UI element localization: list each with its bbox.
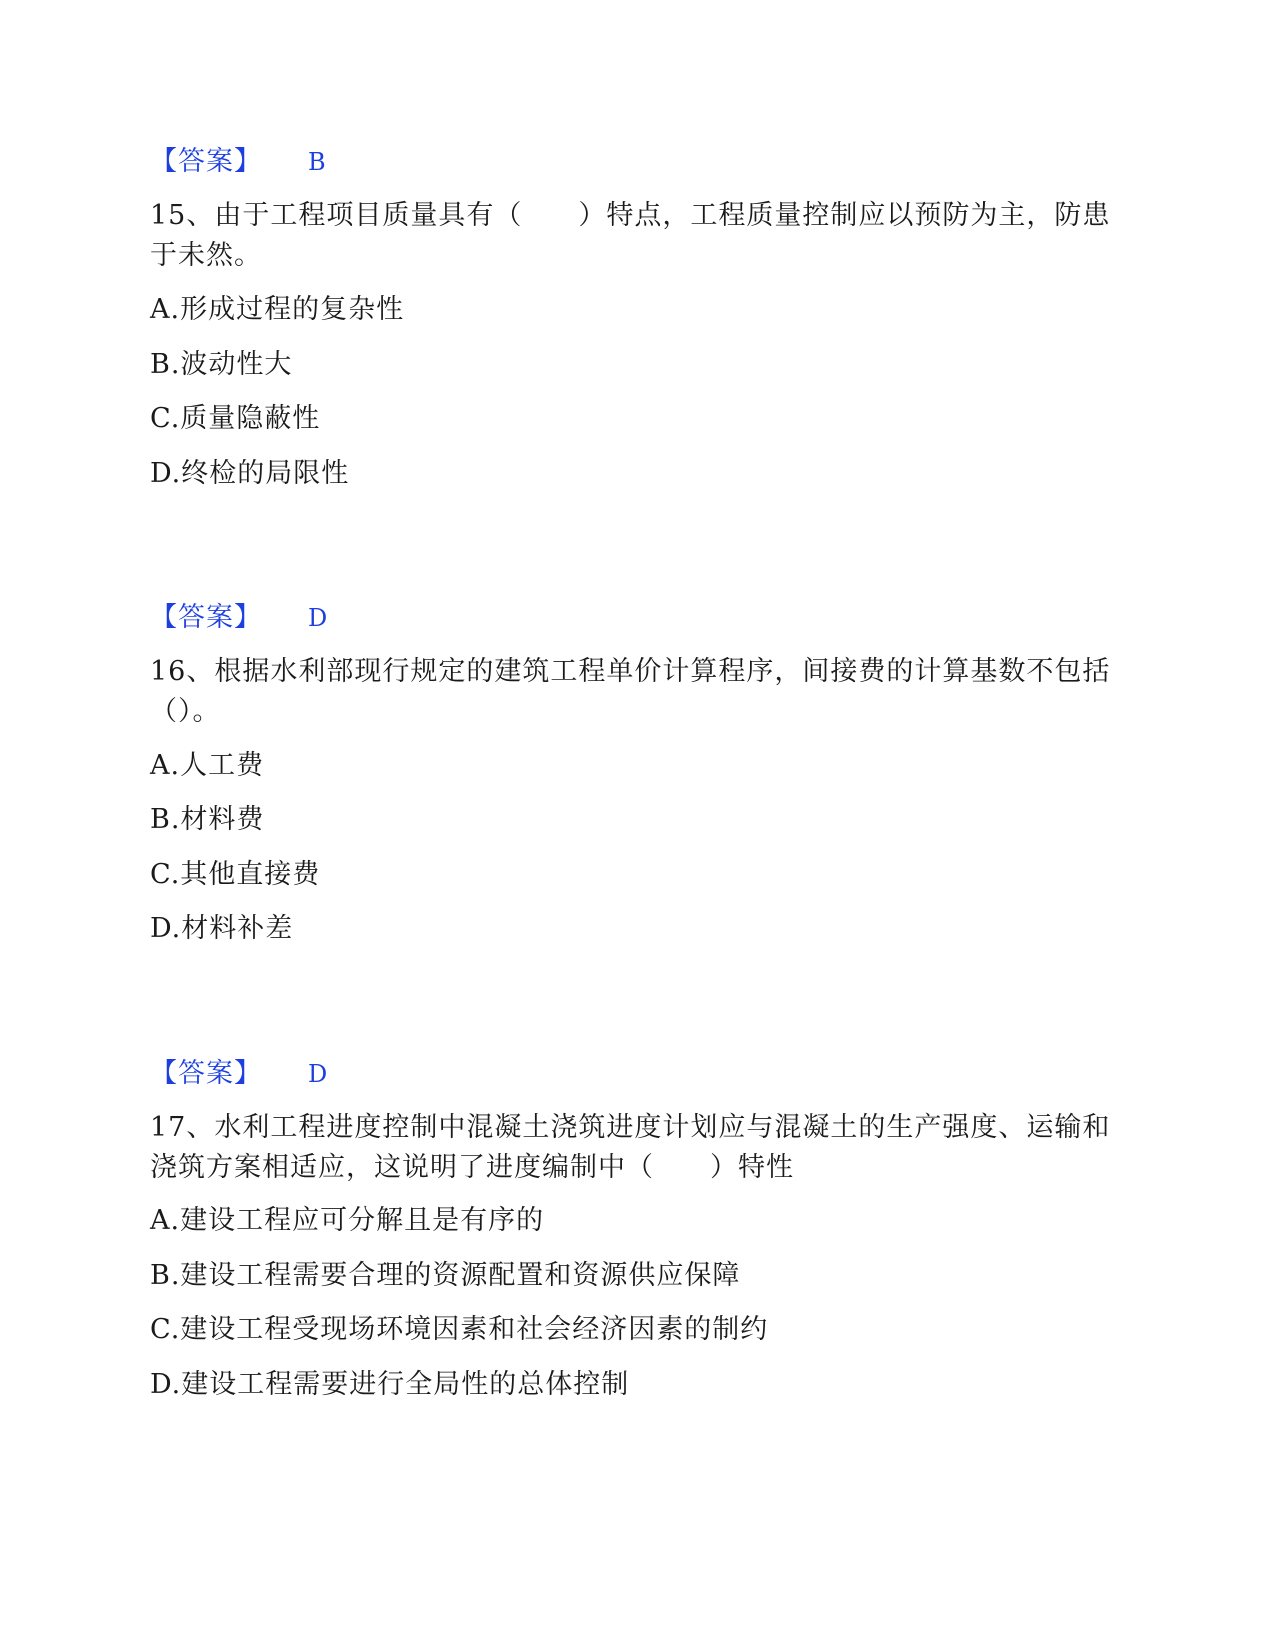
answer-line-16: [150, 1054, 327, 1094]
answer-value: B: [308, 148, 326, 176]
answer-value: D: [308, 1060, 328, 1088]
question-16-option-a: A.人工费: [150, 750, 265, 781]
question-17: 17、水利工程进度控制中混凝土浇筑进度计划应与混凝土的生产强度、运输和浇筑方案相适应，这说明了进度编制中（ ）特性: [150, 1112, 1111, 1183]
question-15: 15、由于工程项目质量具有（ ）特点，工程质量控制应以预防为主，防患于未然。: [150, 200, 1111, 271]
question-15-option-a: A.形成过程的复杂性: [150, 294, 405, 325]
question-16: 16、根据水利部现行规定的建筑工程单价计算程序，间接费的计算基数不包括（）。: [150, 656, 1111, 727]
question-15-option-b: B.波动性大: [150, 349, 293, 380]
question-16-option-d: D.材料补差: [150, 913, 294, 944]
answer-label: 【答案】: [150, 1058, 262, 1089]
answer-value: D: [308, 604, 328, 632]
question-15-option-c: C.质量隐蔽性: [150, 403, 321, 434]
answer-line-15: [150, 598, 327, 638]
answer-label: 【答案】: [150, 146, 262, 177]
question-16-option-c: C.其他直接费: [150, 859, 321, 890]
question-15-option-d: D.终检的局限性: [150, 458, 350, 489]
answer-label: 【答案】: [150, 602, 262, 633]
question-17-option-d: D.建设工程需要进行全局性的总体控制: [150, 1369, 630, 1400]
question-17-option-c: C.建设工程受现场环境因素和社会经济因素的制约: [150, 1314, 769, 1345]
question-17-option-a: A.建设工程应可分解且是有序的: [150, 1205, 545, 1236]
question-17-option-b: B.建设工程需要合理的资源配置和资源供应保障: [150, 1260, 741, 1291]
question-16-option-b: B.材料费: [150, 804, 265, 835]
answer-line-14: [150, 142, 326, 182]
